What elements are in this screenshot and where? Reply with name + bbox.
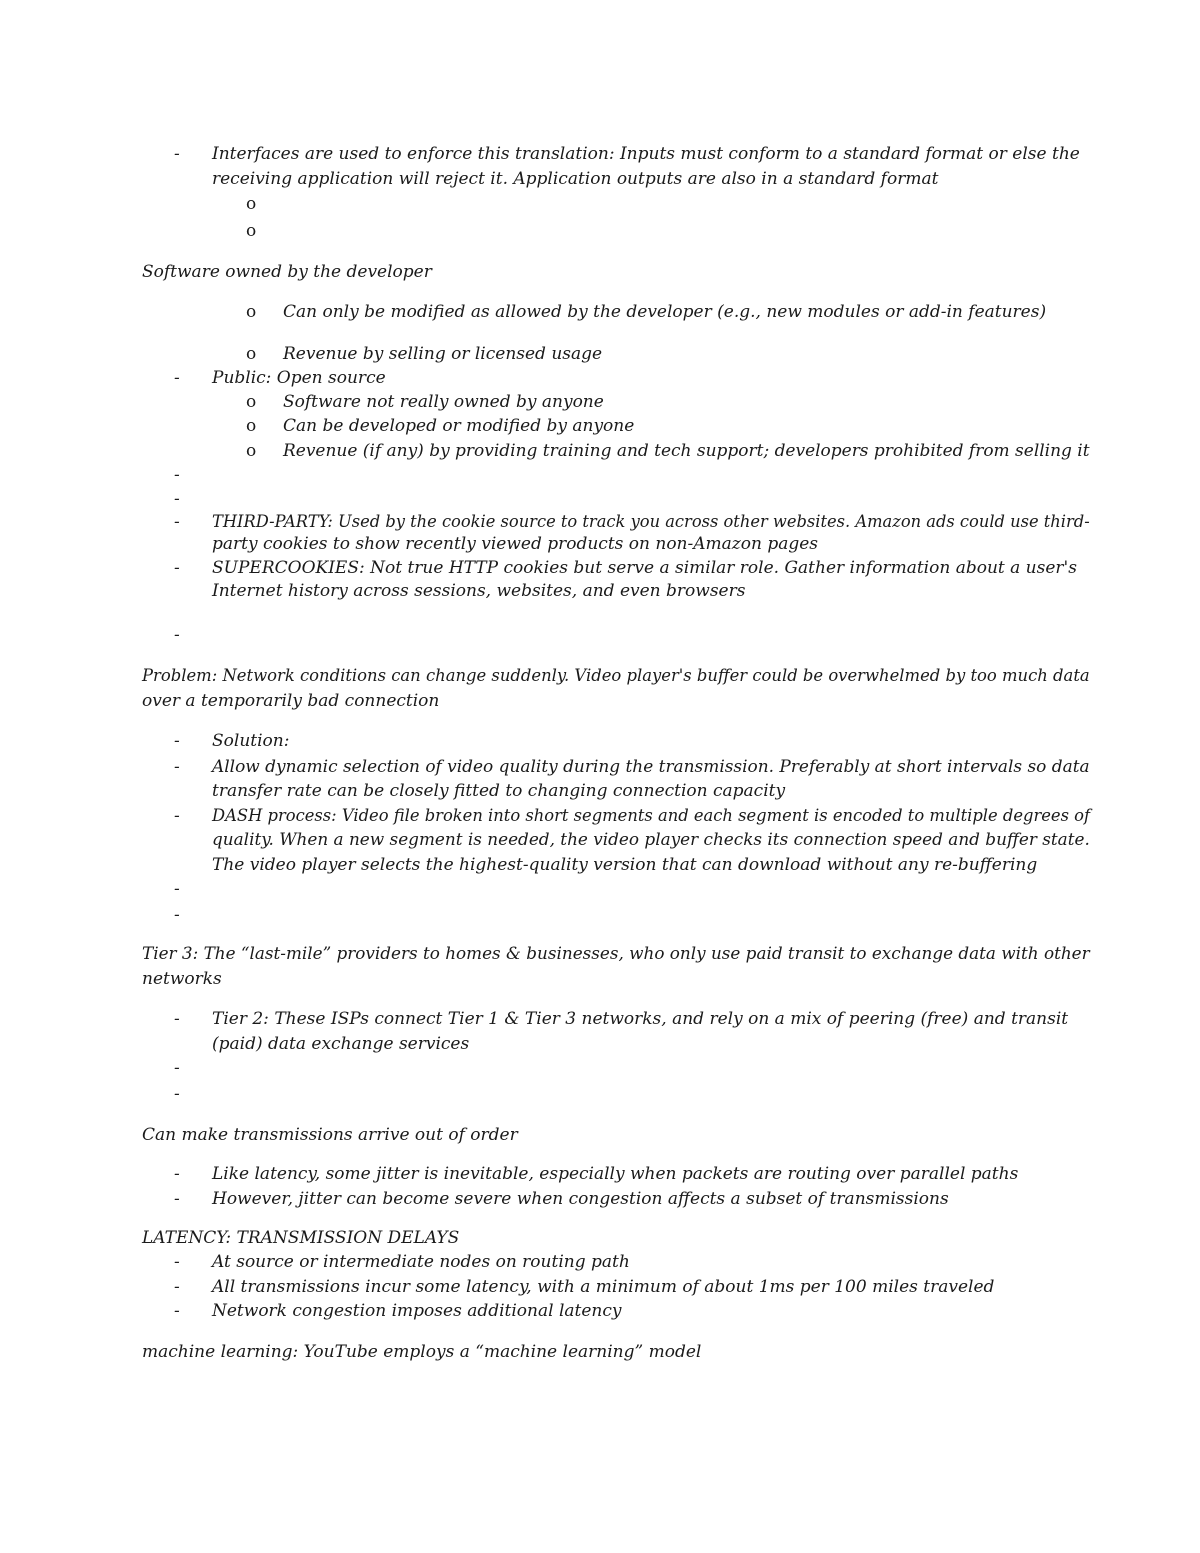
list-item-tier2-line-2: (paid) data exchange services [212, 1034, 470, 1054]
list-item-jitter-severe: However, jitter can become severe when congestion affects a subset of transmissions [212, 1189, 949, 1209]
dash-bullet: - [174, 879, 180, 899]
list-item-third-party-line-1: THIRD-PARTY: Used by the cookie source to track you across other websites. Amazon ads could use third- [212, 512, 1090, 532]
paragraph-problem-line-1: Problem: Network conditions can change suddenly. Video player's buffer could be overwhelmed by too much data [142, 666, 1090, 686]
list-item-all-transmissions: All transmissions incur some latency, with a minimum of about 1ms per 100 miles traveled [212, 1277, 995, 1297]
list-item-not-owned: Software not really owned by anyone [283, 392, 604, 412]
list-item-dash-process-line-2: quality. When a new segment is needed, the video player checks its connection speed and buffer state. [212, 830, 1090, 850]
list-item-public-open-source: Public: Open source [212, 368, 386, 388]
list-item-tier2-line-1: Tier 2: These ISPs connect Tier 1 & Tier 3 networks, and rely on a mix of peering (free) and transit [212, 1009, 1069, 1029]
paragraph-machine-learning: machine learning: YouTube employs a “machine learning” model [142, 1342, 702, 1362]
paragraph-tier3-line-2: networks [142, 969, 222, 989]
paragraph-problem-line-2: over a temporarily bad connection [142, 691, 440, 711]
dash-bullet: - [174, 1058, 180, 1078]
dash-bullet: - [174, 368, 180, 388]
list-item-developed-modified: Can be developed or modified by anyone [283, 416, 635, 436]
list-item-modified-by-developer: Can only be modified as allowed by the developer (e.g., new modules or add-in features) [283, 302, 1047, 322]
circle-bullet: o [246, 194, 257, 214]
list-item-solution: Solution: [212, 731, 290, 751]
list-item-jitter-inevitable: Like latency, some jitter is inevitable, especially when packets are routing over parallel paths [212, 1164, 1019, 1184]
paragraph-tier3-line-1: Tier 3: The “last-mile” providers to homes & businesses, who only use paid transit to exchange data with other [142, 944, 1090, 964]
interfaces-text-line-2: receiving application will reject it. Application outputs are also in a standard format [212, 169, 939, 189]
list-item-third-party-line-2: party cookies to show recently viewed products on non-Amazon pages [212, 534, 819, 554]
dash-bullet: - [174, 757, 180, 777]
list-item-supercookies-line-1: SUPERCOOKIES: Not true HTTP cookies but serve a similar role. Gather information about a user's [212, 558, 1077, 578]
dash-bullet: - [174, 731, 180, 751]
paragraph-software-owned: Software owned by the developer [142, 262, 432, 282]
dash-bullet: - [174, 558, 180, 578]
circle-bullet: o [246, 416, 257, 436]
dash-bullet: - [174, 512, 180, 532]
list-item-revenue-selling: Revenue by selling or licensed usage [283, 344, 603, 364]
circle-bullet: o [246, 441, 257, 461]
list-item-dash-process-line-3: The video player selects the highest-quality version that can download without any re-buffering [212, 855, 1038, 875]
list-item-dash-process-line-1: DASH process: Video file broken into short segments and each segment is encoded to multiple degrees of [212, 806, 1091, 826]
heading-latency: LATENCY: TRANSMISSION DELAYS [142, 1228, 460, 1248]
list-item-congestion: Network congestion imposes additional latency [212, 1301, 622, 1321]
circle-bullet: o [246, 392, 257, 412]
dash-bullet: - [174, 625, 180, 645]
dash-bullet: - [174, 1189, 180, 1209]
interfaces-text-line-1: Interfaces are used to enforce this translation: Inputs must conform to a standard format or else the [212, 144, 1080, 164]
circle-bullet: o [246, 302, 257, 322]
list-item-supercookies-line-2: Internet history across sessions, websites, and even browsers [212, 581, 746, 601]
dash-bullet: - [174, 1009, 180, 1029]
dash-bullet: - [174, 1277, 180, 1297]
paragraph-out-of-order: Can make transmissions arrive out of order [142, 1125, 518, 1145]
list-item-revenue-training: Revenue (if any) by providing training and tech support; developers prohibited from selling it [283, 441, 1090, 461]
list-item-allow-line-1: Allow dynamic selection of video quality during the transmission. Preferably at short intervals so data [212, 757, 1090, 777]
circle-bullet: o [246, 221, 257, 241]
dash-bullet: - [174, 905, 180, 925]
dash-bullet: - [174, 1164, 180, 1184]
dash-bullet: - [174, 1301, 180, 1321]
list-item-at-source: At source or intermediate nodes on routing path [212, 1252, 630, 1272]
circle-bullet: o [246, 344, 257, 364]
dash-bullet: - [174, 489, 180, 509]
dash-bullet: - [174, 465, 180, 485]
list-item-allow-line-2: transfer rate can be closely fitted to changing connection capacity [212, 781, 786, 801]
dash-bullet: - [174, 1252, 180, 1272]
dash-bullet: - [174, 806, 180, 826]
dash-bullet: - [174, 144, 180, 164]
dash-bullet: - [174, 1084, 180, 1104]
